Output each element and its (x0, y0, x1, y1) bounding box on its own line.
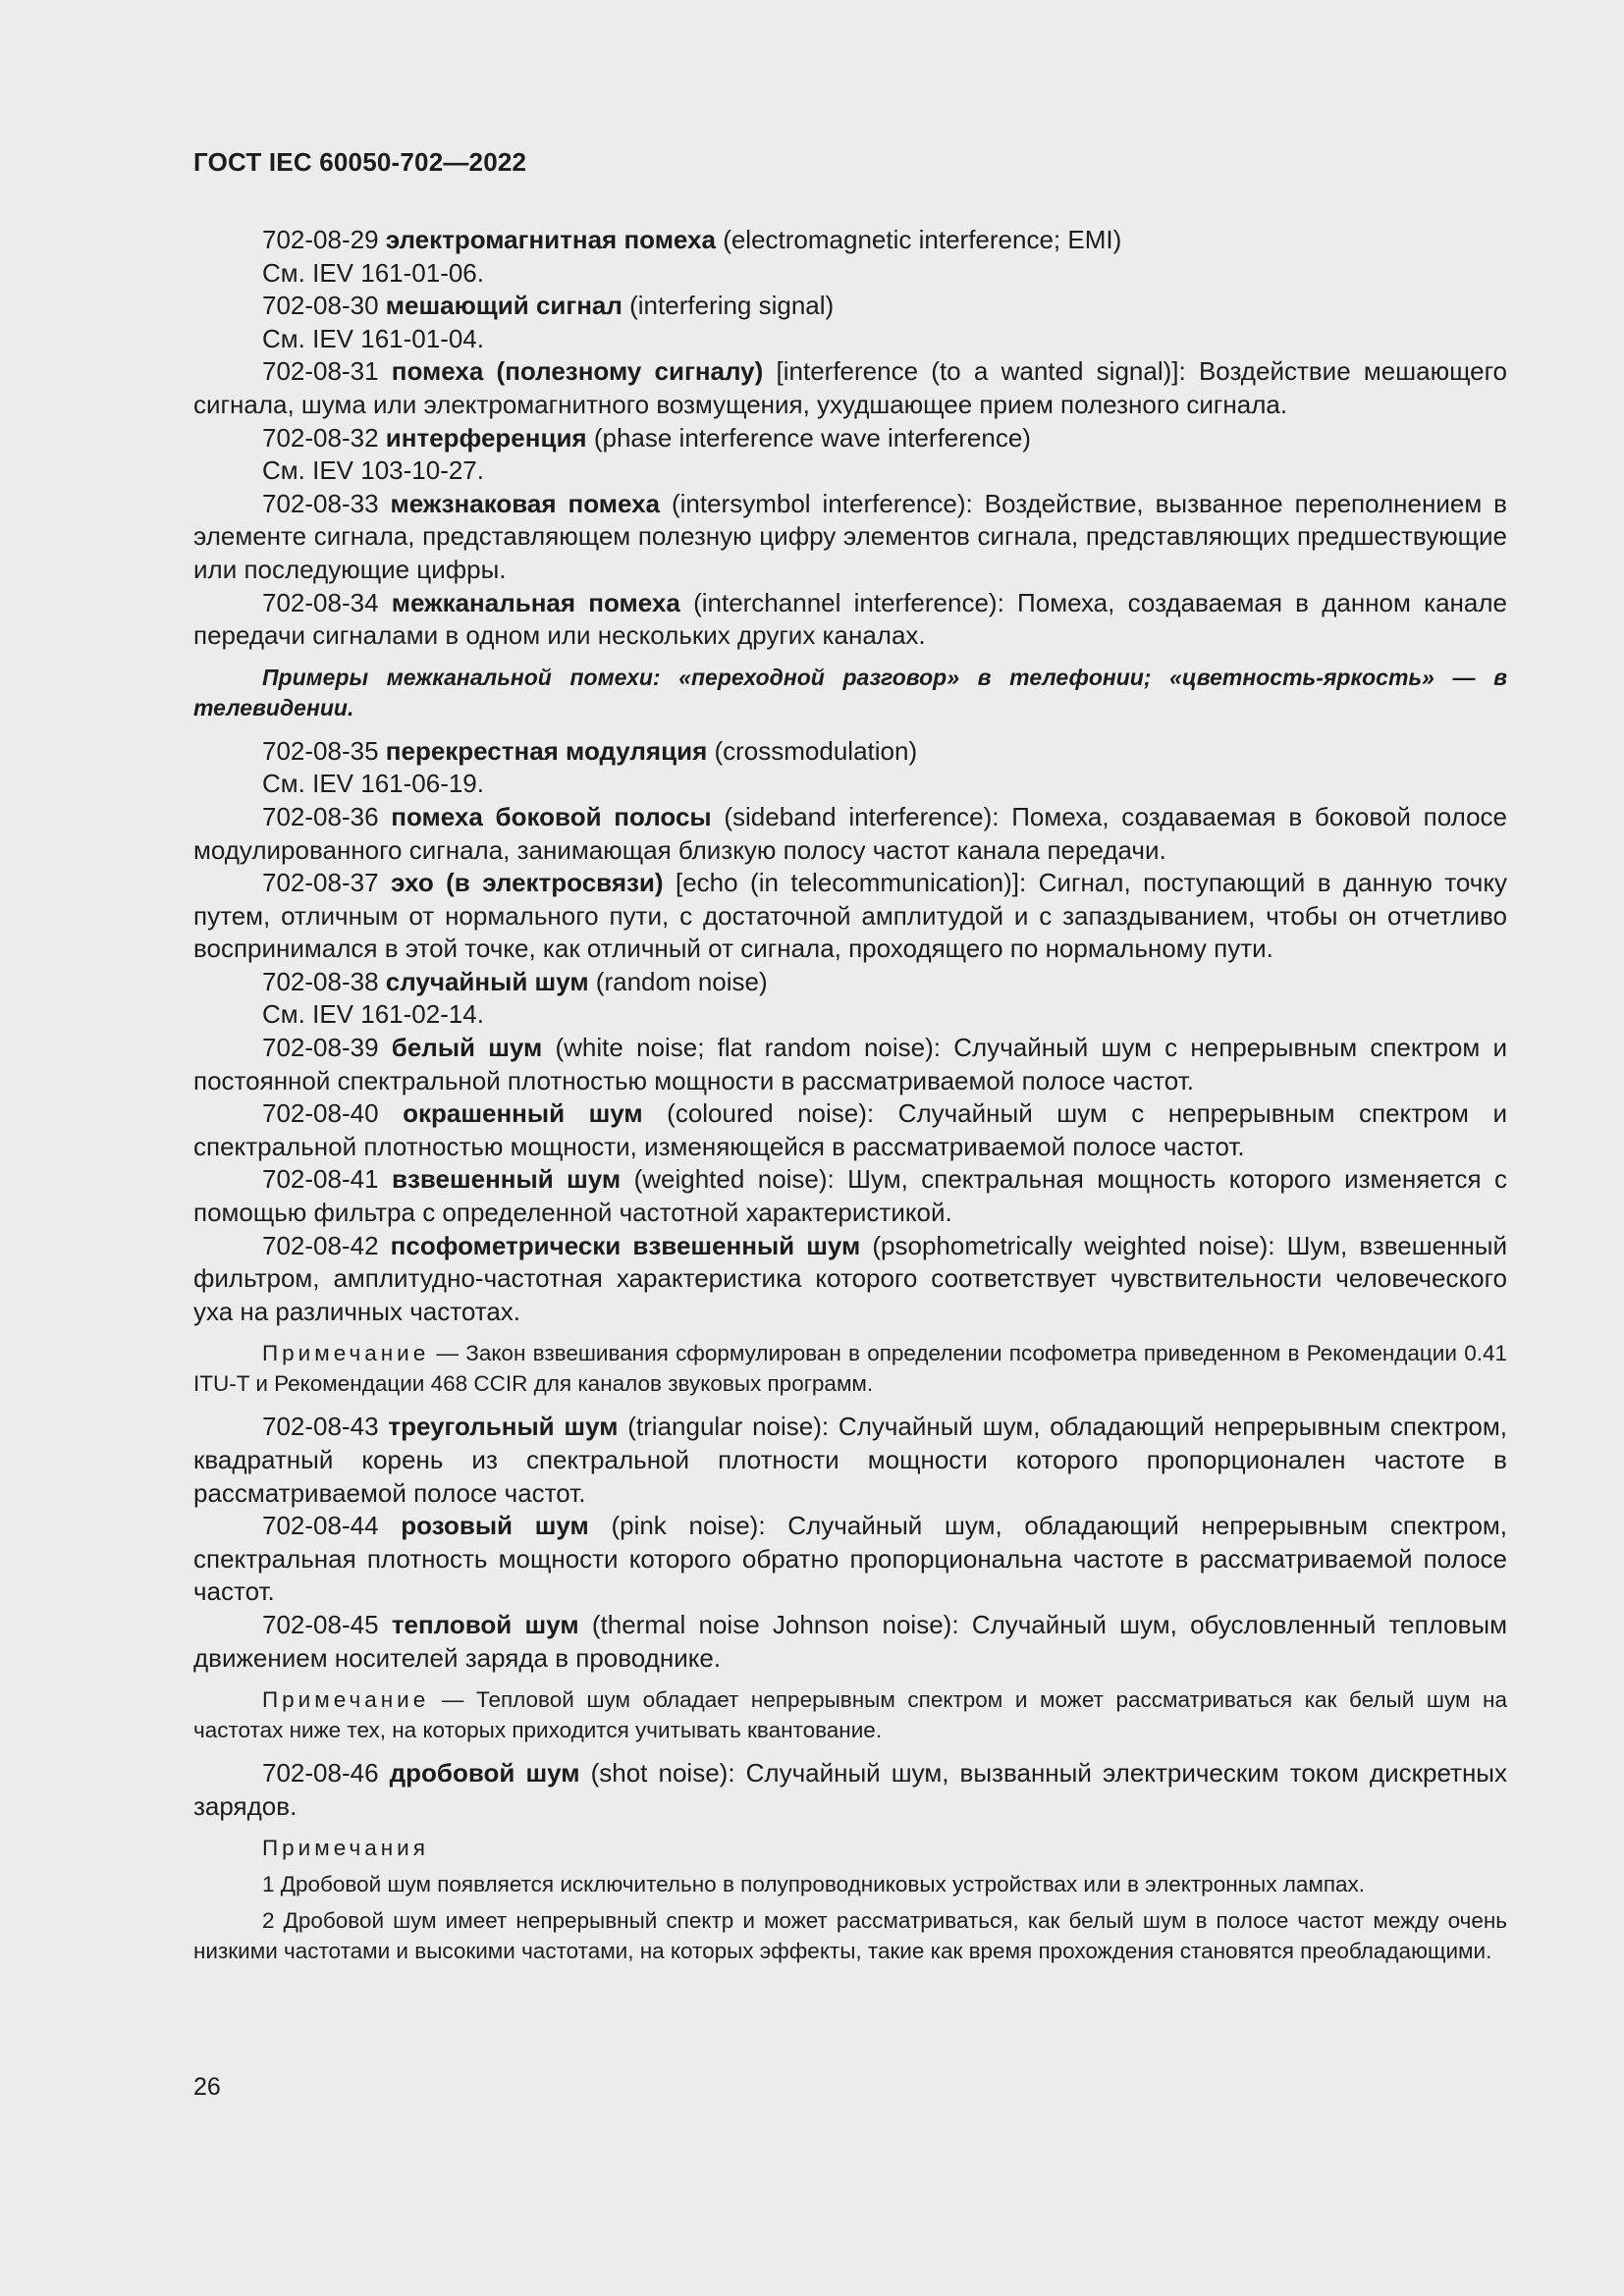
term-entry (193, 1163, 1507, 1229)
example-note: Примеры межканальной помехи: «переходной разговор» в телефонии; «цветность-яркость» — в телевидении. (193, 664, 1507, 721)
note (193, 1684, 1507, 1745)
entry-number: 702-08-38 (262, 966, 379, 996)
entry-definition: (random noise) (588, 966, 768, 996)
entry-definition: (interfering signal) (622, 291, 835, 321)
entry-term: случайный шум (385, 966, 589, 996)
note-label: Примечание (262, 1687, 430, 1713)
entry-number: 702-08-45 (262, 1609, 379, 1639)
entry-term: помеха (полезному сигналу) (391, 356, 764, 387)
term-entry (193, 1757, 1507, 1823)
note-item: 1 Дробовой шум появляется исключительно в полупроводниковых устройствах или в электронных лампах. (262, 1872, 1366, 1897)
entry-term: окрашенный шум (403, 1098, 643, 1129)
note-item: 2 Дробовой шум имеет непрерывный спектр и может рассматриваться, как белый шум в полосе частот между очень низкими частотами и высокими частотами, на которых эффекты, такие как время прохождения становятся преобладающими. (193, 1908, 1507, 1964)
entry-term: электромагнитная помеха (385, 225, 716, 254)
entry-definition: (shot noise): Случайный шум, вызванный электрическим током дискретных зарядов. (193, 1758, 1507, 1821)
entry-number: 702-08-31 (262, 356, 379, 387)
term-entry (193, 1032, 1507, 1097)
entry-number: 702-08-44 (262, 1511, 379, 1541)
entry-definition: (electromagnetic interference; EMI) (715, 225, 1122, 254)
entry-definition: (intersymbol interference): Воздействие, вызванное переполнением в элементе сигнала, представляющем полезную цифру элементов сигнала, представляющих предшествующие или последующие цифры. (193, 488, 1507, 584)
see-reference: См. IEV 161-06-19. (262, 769, 484, 799)
entry-term: треугольный шум (388, 1412, 619, 1442)
see-reference: См. IEV 161-01-04. (262, 323, 484, 353)
note-text: — Закон взвешивания сформулирован в определении псофометра приведенном в Рекомендации 0.41 ITU-T и Рекомендации 468 CCIR для каналов звуковых программ. (193, 1341, 1507, 1397)
entry-term: интерференция (385, 422, 587, 453)
entry-definition: (sideband interference): Помеха, создаваемая в боковой полосе модулированного сигнала, занимающая близкую полосу частот канала передачи. (193, 801, 1507, 865)
term-entry (193, 1230, 1507, 1329)
entry-term: взвешенный шум (391, 1164, 622, 1195)
entry-term: эхо (в электросвязи) (390, 868, 664, 898)
note (193, 1338, 1507, 1399)
term-entry (193, 1609, 1507, 1675)
entry-term: псофометрически взвешенный шум (390, 1230, 861, 1260)
entry-definition: [interference (to a wanted signal)]: Воздействие мешающего сигнала, шума или электромагнитного возмущения, ухудшающее прием полезного сигнала. (193, 356, 1507, 419)
entry-term: дробовой шум (389, 1758, 580, 1789)
entry-number: 702-08-41 (262, 1164, 379, 1195)
see-reference: См. IEV 103-10-27. (262, 455, 484, 486)
entry-term: тепловой шум (391, 1609, 579, 1639)
term-entry (193, 867, 1507, 966)
entry-term: мешающий сигнал (385, 291, 623, 321)
term-entry (193, 735, 1507, 769)
entry-number: 702-08-34 (262, 587, 379, 617)
term-entry (193, 966, 1507, 999)
term-entry (193, 290, 1507, 323)
entry-number: 702-08-35 (262, 735, 379, 766)
document-body (193, 224, 1507, 1966)
entry-number: 702-08-43 (262, 1412, 379, 1442)
entry-definition: (pink noise): Случайный шум, обладающий непрерывным спектром, спектральная плотность мощности которого обратно пропорциональна частоте в рассматриваемой полосе частот. (193, 1511, 1508, 1607)
see-reference: См. IEV 161-02-14. (262, 999, 484, 1030)
entry-definition: (thermal noise Johnson noise): Случайный шум, обусловленный тепловым движением носителей заряда в проводнике. (193, 1609, 1507, 1673)
entry-number: 702-08-42 (262, 1230, 379, 1260)
entry-term: розовый шум (401, 1511, 589, 1541)
document-header: ГОСТ IEC 60050-702—2022 (193, 147, 527, 177)
entry-number: 702-08-40 (262, 1098, 379, 1129)
entry-term: межзнаковая помеха (390, 488, 661, 518)
entry-definition: (coloured noise): Случайный шум с непрерывным спектром и спектральной плотностью мощности, изменяющейся в рассматриваемой полосе частот. (193, 1098, 1507, 1161)
term-entry (193, 1097, 1507, 1163)
term-entry (193, 587, 1507, 653)
entry-definition: (white noise; flat random noise): Случайный шум с непрерывным спектром и постоянной спектральной плотностью мощности в рассматриваемой полосе частот. (193, 1033, 1507, 1095)
term-entry (193, 1411, 1507, 1510)
note-label: Примечание (262, 1341, 430, 1366)
entry-number: 702-08-39 (262, 1033, 379, 1063)
entry-number: 702-08-33 (262, 488, 379, 518)
entry-number: 702-08-30 (262, 291, 379, 321)
term-entry (193, 224, 1507, 257)
note-text: — Тепловой шум обладает непрерывным спектром и может рассматриваться как белый шум на частотах ниже тех, на которых приходится учитывать квантование. (193, 1687, 1507, 1743)
entry-number: 702-08-36 (262, 801, 379, 831)
entry-term: белый шум (391, 1033, 543, 1063)
entry-definition: (phase interference wave interference) (586, 422, 1031, 453)
entry-number: 702-08-29 (262, 225, 379, 254)
entry-term: помеха боковой полосы (391, 801, 712, 831)
term-entry (193, 801, 1507, 867)
entry-term: межканальная помеха (391, 587, 680, 617)
term-entry (193, 422, 1507, 455)
entry-definition: (triangular noise): Случайный шум, обладающий непрерывным спектром, квадратный корень из спектральной плотности мощности которого пропорционален частоте в рассматриваемой полосе частот. (193, 1412, 1507, 1508)
entry-number: 702-08-37 (262, 868, 379, 898)
entry-definition: (weighted noise): Шум, спектральная мощность которого изменяется с помощью фильтра с определенной частотной характеристикой. (193, 1164, 1507, 1228)
entry-number: 702-08-32 (262, 422, 379, 453)
term-entry (193, 355, 1507, 421)
entry-definition: (crossmodulation) (707, 735, 918, 766)
page-number: 26 (193, 2073, 221, 2101)
term-entry (193, 488, 1507, 587)
entry-definition: (psophometrically weighted noise): Шум, взвешенный фильтром, амплитудно-частотная характеристика которого соответствует чувствительности человеческого уха на различных частотах. (193, 1230, 1507, 1326)
entry-definition: (interchannel interference): Помеха, создаваемая в данном канале передачи сигналами в одном или нескольких других каналах. (193, 587, 1507, 651)
entry-term: перекрестная модуляция (385, 735, 708, 766)
notes-heading: Примечания (262, 1836, 429, 1861)
entry-number: 702-08-46 (262, 1758, 379, 1789)
term-entry (193, 1510, 1507, 1609)
entry-definition: [echo (in telecommunication)]: Сигнал, поступающий в данную точку путем, отличным от нормального пути, с достаточной амплитудой и с запаздыванием, чтобы он отчетливо воспринимался в этой точке, как отличный от сигнала, проходящего по нормальному пути. (193, 868, 1507, 964)
see-reference: См. IEV 161-01-06. (262, 257, 484, 288)
